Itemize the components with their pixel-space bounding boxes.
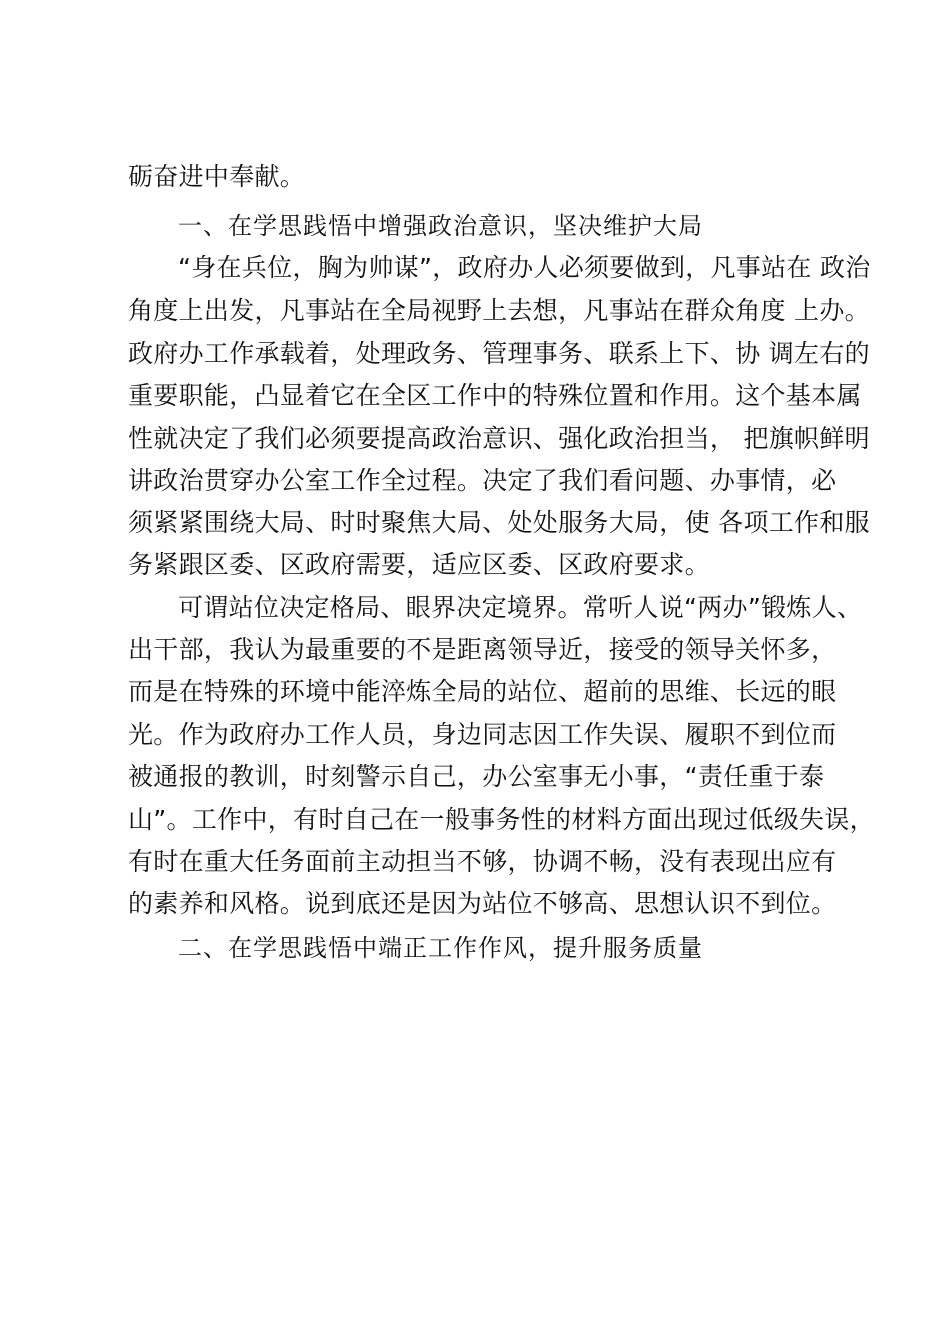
text-line: 讲政治贯穿办公室工作全过程。决定了我们看问题、办事情，必 (128, 466, 837, 495)
text-line: 而是在特殊的环境中能淬炼全局的站位、超前的思维、长远的眼 (128, 677, 837, 706)
text-line: 须紧紧围绕大局、时时聚焦大局、处处服务大局，使 各项工作和服 (128, 508, 870, 537)
text-line: 性就决定了我们必须要提高政治意识、强化政治担当， 把旗帜鲜明 (128, 424, 870, 453)
text-line: 出干部，我认为最重要的不是距离领导近，接受的领导关怀多， (128, 635, 837, 664)
text-line: 光。作为政府办工作人员，身边同志因工作失误、履职不到位而 (128, 720, 837, 749)
text-line: 被通报的教训，时刻警示自己，办公室事无小事，“责任重于泰 (128, 762, 825, 791)
text-line: 可谓站位决定格局、眼界决定境界。常听人说“两办”锻炼人、 (178, 593, 863, 622)
text-line: 有时在重大任务面前主动担当不够，协调不畅，没有表现出应有 (128, 847, 837, 876)
text-line: 务紧跟区委、区政府需要，适应区委、区政府要求。 (128, 550, 710, 579)
text-line: 的素养和风格。说到底还是因为站位不够高、思想认识不到位。 (128, 889, 837, 918)
section-heading-1: 一、在学思践悟中增强政治意识，坚决维护大局 (178, 212, 703, 240)
text-line-continuation: 砺奋进中奉献。 (128, 162, 306, 191)
text-line: 政府办工作承载着，处理政务、管理事务、联系上下、协 调左右的 (128, 339, 870, 368)
text-line: “身在兵位，胸为帅谋”，政府办人必须要做到，凡事站在 政治 (178, 253, 871, 282)
text-line: 山”。工作中，有时自己在一般事务性的材料方面出现过低级失误， (128, 805, 875, 834)
text-line: 角度上出发，凡事站在全局视野上去想，凡事站在群众角度 上办。 (128, 296, 870, 325)
text-line: 重要职能，凸显着它在全区工作中的特殊位置和作用。这个基本属 (128, 381, 862, 410)
section-heading-2: 二、在学思践悟中端正工作作风，提升服务质量 (178, 934, 703, 962)
